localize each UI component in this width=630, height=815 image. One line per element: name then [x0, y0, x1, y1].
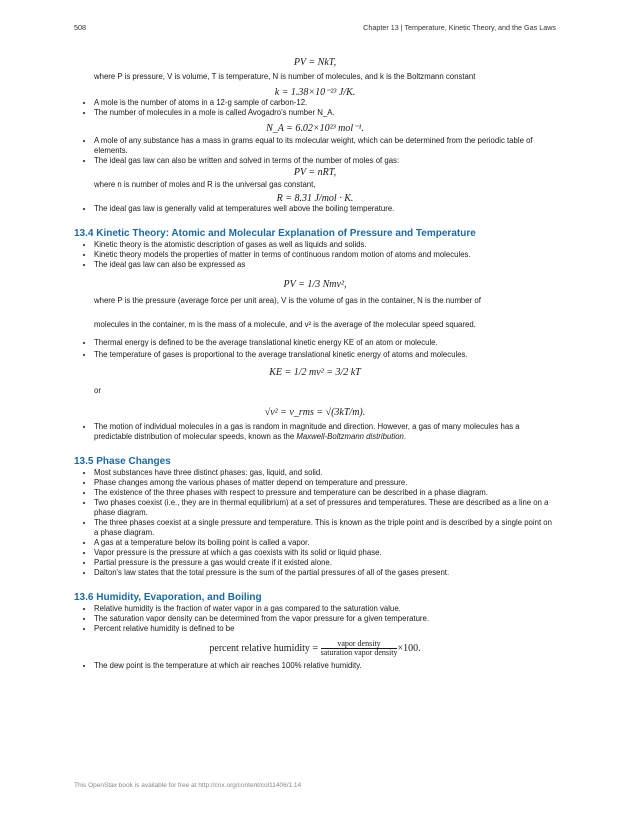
list-item: • Dalton's law states that the total pressure is the sum of the partial pressures of all of the gases present. [94, 568, 556, 578]
section-heading-13-6: 13.6 Humidity, Evaporation, and Boiling [74, 592, 262, 603]
list-item: • The three phases coexist at a single pressure and temperature. This is known as the triple point and is described by a single point on a phase diagram. [94, 518, 556, 538]
section-heading-13-5: 13.5 Phase Changes [74, 456, 171, 467]
list-item: • Relative humidity is the fraction of water vapor in a gas compared to the saturation value. [94, 604, 556, 614]
humidity-fraction [321, 640, 398, 657]
bullet-list-13-5 [74, 468, 556, 578]
list-item: • Most substances have three distinct phases: gas, liquid, and solid. [94, 468, 556, 478]
chapter-header: Chapter 13 | Temperature, Kinetic Theory, and the Gas Laws [363, 23, 556, 32]
humidity-denominator: saturation vapor density [320, 648, 398, 657]
humidity-lhs: percent relative humidity = [209, 642, 319, 654]
list-item: • Kinetic theory is the atomistic description of gases as well as liquids and solids. [94, 240, 556, 250]
list-item: • Two phases coexist (i.e., they are in thermal equilibrium) at a set of pressures and temperatures. These are described as a line on a phase diagram. [94, 498, 556, 518]
bullet-list-intro-c [74, 204, 556, 214]
list-item: • Percent relative humidity is defined to be [94, 624, 556, 634]
list-item: • The motion of individual molecules in a gas is random in magnitude and direction. However, a gas of many molecules has a predictable distribution of molecular speeds, known as the Maxwell-Boltzmann distribution. [94, 422, 556, 442]
list-item: • A mole of any substance has a mass in grams equal to its molecular weight, which can be determined from the periodic table of elements. [94, 136, 556, 156]
list-item: • Vapor pressure is the pressure at which a gas coexists with its solid or liquid phase. [94, 548, 556, 558]
bullet-list-intro-a [74, 98, 556, 118]
list-item: • The number of molecules in a mole is called Avogadro's number N_A. [94, 108, 556, 118]
list-item: • The ideal gas law is generally valid at temperatures well above the boiling temperature. [94, 204, 556, 214]
list-item: • Partial pressure is the pressure a gas would create if it existed alone. [94, 558, 556, 568]
equation-na: N_A = 6.02×10²³ mol⁻¹. [266, 123, 364, 134]
list-item: • Thermal energy is defined to be the average translational kinetic energy KE of an atom or molecule. [94, 338, 556, 348]
bullet-list-intro-b [74, 136, 556, 166]
bullet-list-13-4-c [74, 422, 556, 442]
bullet-list-13-4-b [74, 338, 556, 360]
page-content [74, 54, 556, 671]
list-item: • The existence of the three phases with respect to pressure and temperature can be described in a phase diagram. [94, 488, 556, 498]
bullet-list-13-4-a [74, 240, 556, 270]
list-item: • A mole is the number of atoms in a 12-g sample of carbon-12. [94, 98, 556, 108]
list-item: • Phase changes among the various phases of matter depend on temperature and pressure. [94, 478, 556, 488]
where-line-4: molecules in the container, m is the mass of a molecule, and v² is the average of the molecular speed squared. [94, 320, 476, 329]
humidity-rhs: ×100. [397, 642, 421, 654]
equation-humidity [74, 640, 556, 657]
list-item: • The ideal gas law can also be written and solved in terms of the number of moles of gas: [94, 156, 556, 166]
equation-r: R = 8.31 J/mol · K. [276, 193, 354, 204]
list-item: • The temperature of gases is proportional to the average translational kinetic energy of atoms and molecules. [94, 350, 556, 360]
equation-vrms: √v² = v_rms = √(3kT/m). [264, 407, 366, 418]
equation-pv-nrt: PV = nRT, [293, 167, 337, 178]
equation-ke: KE = 1/2 mv² = 3/2 kT [269, 367, 361, 378]
list-item: • The dew point is the temperature at which air reaches 100% relative humidity. [94, 661, 556, 671]
section-heading-13-4: 13.4 Kinetic Theory: Atomic and Molecular Explanation of Pressure and Temperature [74, 228, 476, 239]
bullet-list-13-6-a [74, 604, 556, 634]
humidity-numerator: vapor density [321, 640, 398, 649]
list-item: • Kinetic theory models the properties of matter in terms of continuous random motion of atoms and molecules. [94, 250, 556, 260]
equation-pv-nkt: PV = NkT, [293, 57, 337, 68]
list-item: • The ideal gas law can also be expressed as [94, 260, 556, 270]
list-item: • A gas at a temperature below its boiling point is called a vapor. [94, 538, 556, 548]
list-item: • The saturation vapor density can be determined from the vapor pressure for a given temperature. [94, 614, 556, 624]
bullet-list-13-6-b [74, 661, 556, 671]
equation-kinetic-pv: PV = 1/3 Nmv², [283, 279, 347, 290]
where-line-1: where P is pressure, V is volume, T is temperature, N is number of molecules, and k is the Boltzmann constant [94, 72, 476, 81]
or-label: or [94, 386, 101, 395]
where-line-3: where P is the pressure (average force per unit area), V is the volume of gas in the container, N is the number of [94, 296, 481, 305]
where-line-2: where n is number of moles and R is the universal gas constant, [94, 180, 316, 189]
page-footer: This OpenStax book is available for free at http://cnx.org/content/col11406/1.14 [74, 782, 302, 789]
page-number: 508 [74, 23, 86, 32]
equation-k: k = 1.38×10⁻²³ J/K. [274, 87, 356, 98]
